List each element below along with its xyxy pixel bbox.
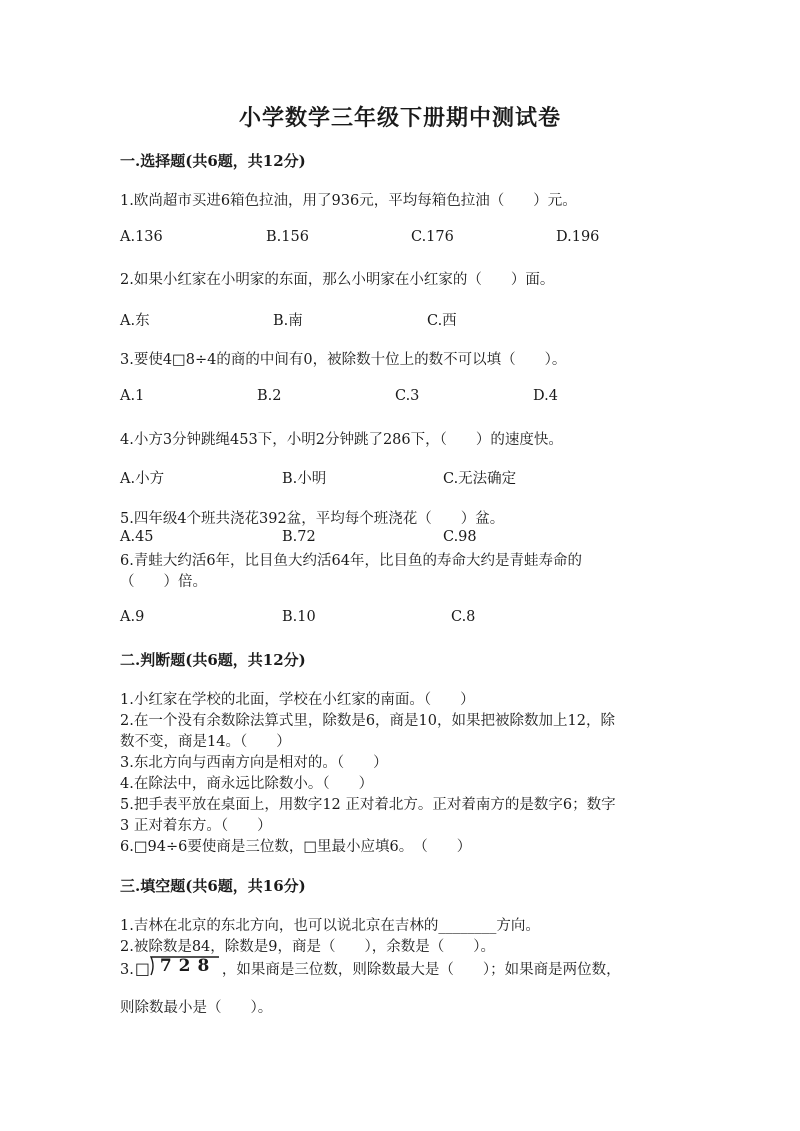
option-b: B.2 [257,388,282,404]
option-a: A.小方 [120,471,165,487]
fill-line: 1.吉林在北京的东北方向，也可以说北京在吉林的________方向。 [120,918,540,934]
fill-question-3 [120,956,621,979]
question-1-5: 5.四年级4个班共浇花392盆，平均每个班浇花（ ）盆。 [120,511,505,527]
judge-line: 4.在除法中，商永远比除数小。（ ） [120,776,374,792]
option-b: B.小明 [282,471,327,487]
dividend: 728 [159,956,217,976]
section-heading-choice: 一.选择题(共6题，共12分) [120,152,306,170]
fill-question-3-text: ，如果商是三位数，则除数最大是（ ）；如果商是两位数， [221,962,621,978]
option-a: A.136 [120,229,163,245]
long-division-expression [134,956,222,978]
fill-question-3-cont: 则除数最小是（ ）。 [120,1000,273,1016]
question-1-6-cont: （ ）倍。 [120,574,207,590]
option-c: C.无法确定 [443,471,517,487]
question-number: 3. [120,962,134,978]
blank-box: □ [134,959,150,978]
option-a: A.1 [120,388,145,404]
question-1-1: 1.欧尚超市买进6箱色拉油，用了936元，平均每箱色拉油（ ）元。 [120,193,577,209]
judge-line: 5.把手表平放在桌面上，用数字12 正对着北方。正对着南方的是数字6；数字 [120,797,616,813]
option-d: D.196 [556,229,600,245]
fill-line: 2.被除数是84，除数是9，商是（ ），余数是（ ）。 [120,939,496,955]
option-a: A.45 [120,529,154,545]
section-heading-fill: 三.填空题(共6题，共16分) [120,877,306,895]
option-a: A.9 [120,609,145,625]
option-a: A.东 [120,313,150,329]
option-b: B.72 [282,529,316,545]
page-title: 小学数学三年级下册期中测试卷 [238,105,561,131]
option-b: B.156 [266,229,309,245]
option-c: C.西 [427,313,457,329]
judge-line: 数不变，商是14。（ ） [120,734,291,750]
question-1-2: 2.如果小红家在小明家的东面，那么小明家在小红家的（ ）面。 [120,272,555,288]
judge-line: 3 正对着东方。（ ） [120,818,272,834]
judge-line: 1.小红家在学校的北面，学校在小红家的南面。（ ） [120,692,475,708]
option-d: D.4 [533,388,558,404]
judge-line: 6.□94÷6要使商是三位数，□里最小应填6。 （ ） [120,839,472,855]
option-b: B.10 [282,609,316,625]
option-b: B.南 [273,313,303,329]
option-c: C.176 [411,229,454,245]
judge-line: 3.东北方向与西南方向是相对的。（ ） [120,755,388,771]
question-1-4: 4.小方3分钟跳绳453下，小明2分钟跳了286下，（ ）的速度快。 [120,432,563,448]
option-c: C.98 [443,529,477,545]
judge-line: 2.在一个没有余数除法算式里，除数是6，商是10，如果把被除数加上12，除 [120,713,615,729]
option-c: C.3 [395,388,420,404]
option-c: C.8 [451,609,476,625]
section-heading-judge: 二.判断题(共6题，共12分) [120,651,306,669]
question-1-6: 6.青蛙大约活6年，比目鱼大约活64年，比目鱼的寿命大约是青蛙寿命的 [120,553,583,569]
question-1-3: 3.要使4□8÷4的商的中间有0，被除数十位上的数不可以填（ ）。 [120,352,567,368]
